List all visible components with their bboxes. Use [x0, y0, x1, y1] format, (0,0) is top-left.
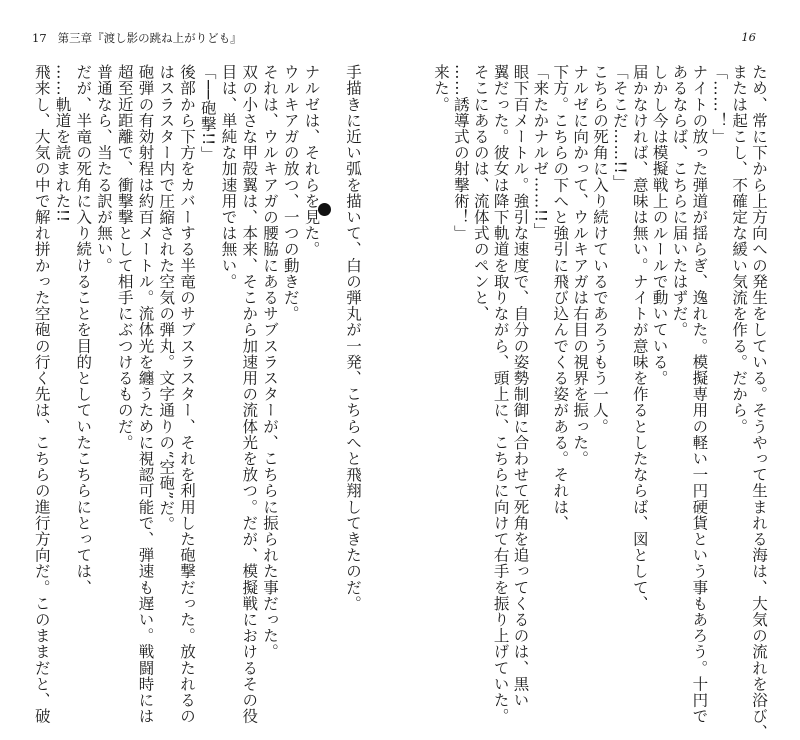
right-page-body [428, 64, 768, 740]
text-line: あるならば、こちらに届いたはずだ。 [670, 64, 689, 338]
left-page-body [28, 64, 362, 725]
text-line: 翼だった。彼女は降下軌道を取りながら、頭上に、こちらに向けて右手を振り上げていた。 [491, 64, 510, 725]
text-line: ナルゼに向かって、ウルキアガは右目の視界を振った。 [571, 64, 590, 467]
text-line: 下方。こちらの下へと強引に飛び込んでくる姿がある。それは、 [551, 64, 570, 531]
chapter-title: 第三章『渡し影の跳ね上がりども』 [57, 31, 242, 45]
text-line: 手描きに近い弧を描いて、白の弾丸が一発、こちらへと飛翔してきたのだ。 [344, 64, 362, 612]
text-line: はスラスター内で圧縮された空気の弾丸。文字通りの“空砲”だ。 [157, 64, 176, 532]
text-line: 「来たかナルゼ……!!」 [531, 64, 550, 239]
text-line: だが、半竜の死角に入り続けることを目的としていたこちらにとっては、 [74, 64, 93, 596]
text-line: 「──砲撃!!」 [198, 64, 217, 162]
text-line: こちらの死角に入り続けているであろうもう一人。 [591, 64, 609, 435]
text-line: そこにあるのは、流体式のペンと、 [471, 64, 490, 322]
text-line: ナルゼは、それらを見た。 [302, 64, 321, 258]
text-line: それは、ウルキアガの腰脇にあるサブスラスターが、こちらに振られた事だった。 [261, 64, 279, 660]
text-line: 双の小さな甲殻翼は、本来、そこから加速用の流体光を放つ。だが、模擬戦におけるその役 [240, 64, 259, 725]
left-page-number: 17 [32, 31, 47, 45]
text-line: 普通なら、当たる訳が無い。 [95, 64, 113, 274]
section-break-space [319, 64, 340, 600]
text-line: 眼下百メートル。強引な速度で、自分の姿勢制御に合わせて死角を追ってくるのは、黒い [511, 64, 530, 708]
text-line: ため、常に下から上方向への発生をしている。そうやって生まれる海は、大気の流れを浴び、 [750, 64, 768, 740]
text-line: 目は、単純な加速用では無い。 [219, 64, 238, 290]
page-header-left [32, 30, 242, 46]
text-line: しかし今は模擬戦上のルールで動いている。 [650, 64, 669, 386]
text-line: 超至近距離で、衝撃撃として相手にぶつけるものだ。 [115, 64, 134, 451]
text-line: ……誘導式の射撃術！」 [451, 64, 470, 242]
text-line: 届かなければ、意味は無い。ナイトが意味を作るとしたならば、図として、 [630, 64, 649, 612]
text-line: 飛来し、大気の中で解れ拼かった空砲の行く先は、こちらの進行方向だ。このままだと、破 [32, 64, 51, 725]
text-line: 「そこだ……!!」 [610, 64, 629, 191]
text-line: 来た。 [432, 64, 450, 113]
text-line: 「……！」 [710, 64, 729, 145]
right-page-number: 16 [741, 30, 756, 44]
text-line: ……軌道を読まれた!! [53, 64, 72, 223]
text-line: ウルキアガの放つ、一つの動きだ。 [281, 64, 300, 322]
text-line: または起こし、不確定な緩い気流を作る。だから。 [730, 64, 749, 435]
text-line: ナイトの放った弾道が揺らぎ、逸れた。模擬専用の軽い一円硬貨という事もあろう。十円で [690, 64, 709, 725]
text-line: 砲弾の有効射程は約百メートル。流体光を纏うために視認可能で、弾速も遅い。戦闘時には [136, 64, 155, 725]
text-line: 後部から下方をカバーする半竜のサブスラスター、それを利用した砲撃だった。放たれるの [178, 64, 196, 725]
